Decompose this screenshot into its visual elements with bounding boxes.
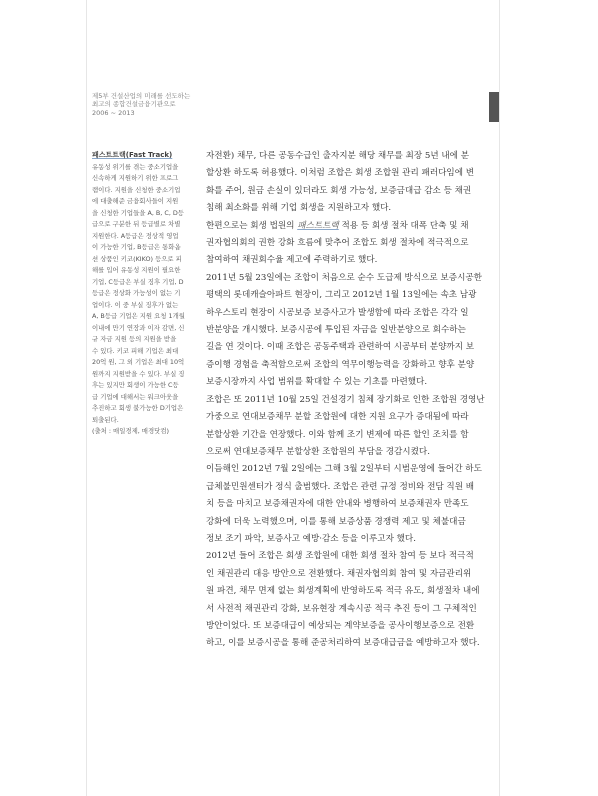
body-line: 자전환) 채무, 다른 공동수급인 출자지분 해당 채무를 최장 5년 내에 분 — [206, 151, 470, 161]
body-line: 보증시장까지 사업 범위를 확대할 수 있는 기초를 마련했다. — [206, 377, 428, 388]
header-line: 2006 ~ 2013 — [92, 108, 135, 117]
body-line: 강화에 더욱 노력했으며, 이를 통해 보증상품 경쟁력 제고 및 체불대금 — [206, 516, 466, 527]
body-line: 급체불민원센터가 정식 출범했다. 조합은 관련 규정 정비와 전담 직원 배 — [206, 481, 475, 492]
sidebar-line: 20억 원, 그 외 기업은 최대 10억 — [92, 358, 185, 366]
body-line: 조합은 또 2011년 10월 25일 건설경기 침체 장기화로 인한 조합원 경영난 — [206, 394, 485, 405]
body-line: 정보 조기 파악, 보증사고 예방·감소 등을 이루고자 했다. — [206, 533, 416, 544]
sidebar-line: 해를 입어 유동성 지원이 필요한 — [92, 266, 181, 274]
body-line: 원 파견, 채무 면제 없는 회생계획에 반영하도록 적극 유도, 회생절차 내에 — [206, 586, 480, 597]
sidebar-line: 업이다. 이 중 부실 징후가 없는 — [92, 300, 179, 309]
sidebar-line: 급으로 구분한 뒤 등급별로 차별 — [92, 220, 181, 228]
sidebar-line: 퇴출된다. — [92, 415, 119, 424]
sidebar-line: 등급은 정상화 가능성이 없는 기 — [92, 289, 181, 297]
sidebar-line: 후는 있지만 회생이 가능한 C등 — [92, 381, 179, 389]
body-line: 가중으로 연대보증채무 분할 조합원에 대한 지원 요구가 증대됨에 따라 — [206, 412, 469, 423]
body-line: 권자협의회의 권한 강화 흐름에 맞추어 조합도 회생 절차에 적극적으로 — [206, 238, 469, 249]
body-line: 치 등을 마치고 보증채권자에 대한 안내와 병행하여 보증채권자 만족도 — [206, 499, 469, 510]
body-line: 2011년 5월 23일에는 조합이 처음으로 순수 도급제 방식으로 보증시공한 — [206, 272, 482, 283]
body-line: 2012년 들어 조합은 회생 조합원에 대한 회생 절차 참여 등 보다 적극적 — [206, 551, 474, 562]
sidebar-line: 원까지 지원받을 수 있다. 부실 징 — [92, 369, 185, 378]
sidebar-line: 신속하게 지원하기 위한 프로그 — [92, 174, 179, 182]
body-line: 서 사전적 채권관리 강화, 보유현장 계속시공 적극 추진 등이 그 구체적인 — [206, 603, 477, 614]
sidebar-title: 패스트트랙(Fast Track) — [92, 151, 173, 159]
running-header — [92, 92, 212, 117]
body-text-segment: 한편으로는 회생 법원의 — [206, 220, 298, 231]
sidebar-line: 규 자금 지원 등의 지원을 받을 — [92, 335, 177, 343]
body-line: 인 채권관리 대응 방안으로 전환했다. 채권자협의회 참여 및 자금관리위 — [206, 568, 472, 579]
sidebar-line: 션 상품인 키코(KIKO) 등으로 피 — [92, 254, 182, 263]
main-body-text — [206, 148, 490, 653]
body-line: 화를 주어, 원금 손실이 있더라도 회생 가능성, 보증금대급 감소 등 채권 — [206, 185, 472, 196]
sidebar-line: 기업, C등급은 부실 징후 기업, D — [92, 277, 184, 286]
sidebar-line: 이 가능한 기업, B등급은 통화옵 — [92, 243, 181, 251]
sidebar-line: 급 기업에 대해서는 워크아웃을 — [92, 392, 179, 401]
body-line: 으로써 연대보증채무 분할상환 조합원의 부담을 경감시켰다. — [206, 446, 430, 457]
sidebar-line: 을 신청한 기업들을 A, B, C, D등 — [92, 208, 184, 217]
body-line — [206, 218, 490, 235]
sidebar-line: 지원한다. A등급은 정상적 영업 — [92, 231, 179, 240]
sidebar-body — [92, 162, 196, 438]
body-line: 평택의 롯데캐슬아파트 현장이, 그리고 2012년 1월 13일에는 속초 남광 — [206, 290, 477, 301]
header-line: 제5부 건설산업의 미래를 선도하는 — [92, 92, 191, 100]
sidebar-note — [92, 150, 196, 438]
sidebar-line: (출처 : 매일경제, 매경닷컴) — [92, 427, 169, 435]
header-line: 최고의 종합건설금융기관으로 — [92, 100, 176, 109]
sidebar-line: 수 있다. 키코 피해 기업은 최대 — [92, 346, 179, 355]
body-line: 하고, 이를 보증시공을 통해 준공처리하여 보증대급금을 예방하고자 했다. — [206, 638, 480, 649]
sidebar-line: 에 대출해준 금융회사들이 지원 — [92, 197, 179, 205]
sidebar-line: A, B등급 기업은 지원 요청 1개월 — [92, 312, 185, 320]
body-line: 할상환 하도록 허용했다. 이처럼 조합은 회생 조합원 관리 패러다임에 변 — [206, 168, 475, 179]
body-line: 방안이었다. 또 보증대급이 예상되는 계약보증을 공사이행보증으로 전환 — [206, 620, 475, 631]
page-guide-line-right — [499, 0, 500, 796]
sidebar-line: 유동성 위기를 겪는 중소기업을 — [92, 162, 179, 171]
body-line: 참여하여 채권회수율 제고에 주력하기로 했다. — [206, 255, 378, 266]
chapter-tab-marker — [489, 92, 499, 122]
body-line: 침해 최소화를 위해 기업 회생을 지원하고자 했다. — [206, 203, 392, 214]
body-line: 하우스토리 현장이 시공보증 보증사고가 발생함에 따라 조합은 각각 일 — [206, 307, 469, 318]
glossary-term-link: 패스트트랙 — [297, 220, 339, 231]
body-line: 증이행 경험을 축적함으로써 조합의 역무이행능력을 강화하고 향후 분양 — [206, 359, 475, 370]
sidebar-line: 램이다. 지원을 신청한 중소기업 — [92, 185, 181, 194]
page-guide-line-left — [86, 0, 87, 796]
body-text-segment: 적용 등 회생 절차 대폭 단축 및 채 — [338, 220, 469, 231]
body-line: 이듬해인 2012년 7월 2일에는 그해 3월 2일부터 시범운영에 들어간 하도 — [206, 464, 482, 475]
sidebar-line: 이내에 만기 연장과 이자 감면, 신 — [92, 323, 185, 332]
body-line: 분할상환 기간을 연장했다. 이와 함께 조기 변제에 따른 할인 조치를 함 — [206, 429, 469, 440]
body-line: 길을 연 것이다. 이때 조합은 공동주택과 관련하여 시공부터 분양까지 보 — [206, 342, 475, 353]
body-line: 반분양을 개시했다. 보증시공에 투입된 자금을 일반분양으로 회수하는 — [206, 325, 466, 336]
sidebar-line: 추진하고 회생 불가능한 D기업은 — [92, 404, 184, 412]
